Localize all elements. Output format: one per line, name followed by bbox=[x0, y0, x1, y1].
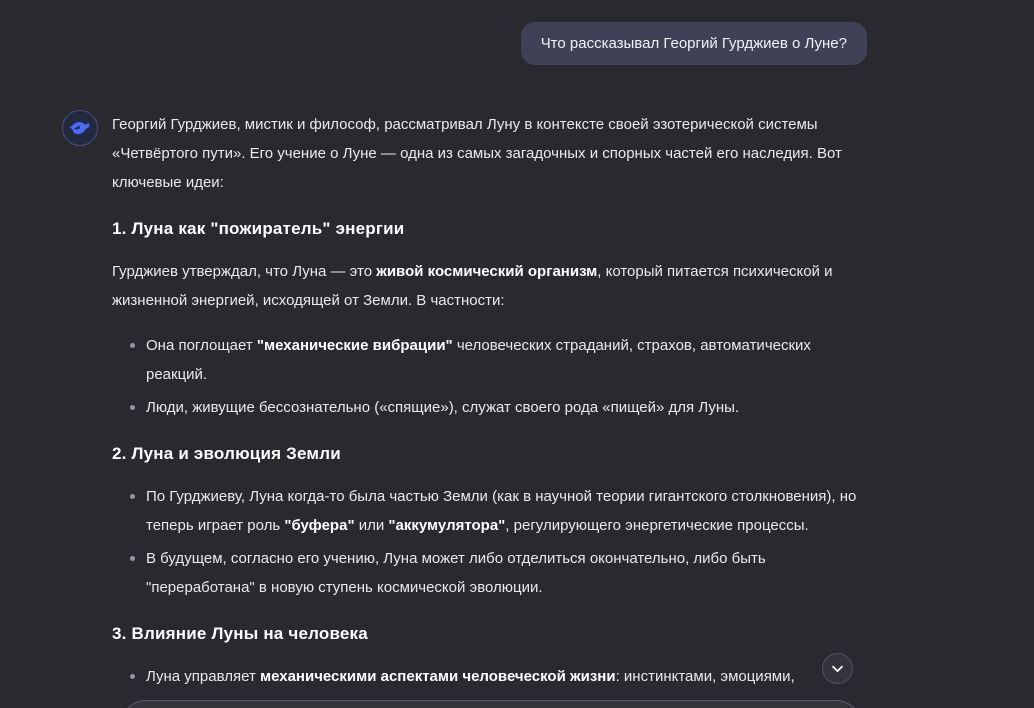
text-segment: Гурджиев утверждал, что Луна — это bbox=[112, 263, 377, 280]
text-segment: В будущем, согласно его учению, Луна может либо отделиться окончательно, либо быть "переработана" в новую ступень космической эволюции. bbox=[146, 550, 766, 596]
bullet-list bbox=[112, 662, 868, 691]
list-item bbox=[146, 662, 868, 691]
text-segment: , который питается психической и жизненной энергией, исходящей от Земли. В частности: bbox=[112, 263, 833, 309]
bold-text: механическими аспектами человеческой жизни bbox=[260, 668, 616, 685]
user-message-bubble bbox=[521, 22, 867, 65]
section-heading: 3. Влияние Луны на человека bbox=[112, 624, 368, 643]
message-input-box[interactable] bbox=[120, 700, 862, 708]
bold-text: "механические вибрации" bbox=[256, 337, 453, 354]
paragraph bbox=[112, 257, 868, 315]
section-heading: 1. Луна как "пожиратель" энергии bbox=[112, 219, 405, 238]
text-segment: Она поглощает bbox=[146, 337, 257, 354]
text-segment: Люди, живущие бессознательно («спящие»), служат своего рода «пищей» для Луны. bbox=[146, 399, 740, 416]
text-segment: Георгий Гурджиев, мистик и философ, рассматривал Луну в контексте своей эзотерической системы «Четвёртого пути». Его учение о Луне — одна из самых загадочных и спорных частей его наследия. Вот ключевые идеи: bbox=[112, 116, 842, 191]
text-segment: По Гурджиеву, Луна когда-то была частью Земли (как в научной теории гигантского столкновения), но теперь играет роль bbox=[146, 488, 857, 534]
paragraph bbox=[112, 110, 868, 197]
deepseek-whale-icon bbox=[69, 117, 91, 139]
text-segment: , регулирующего энергетические процессы. bbox=[505, 517, 809, 534]
text-segment: человеческих страданий, страхов, автоматических реакций. bbox=[146, 337, 811, 383]
bold-text: "аккумулятора" bbox=[388, 517, 506, 534]
text-segment: Луна управляет bbox=[146, 668, 260, 685]
list-item bbox=[146, 482, 868, 540]
bullet-list bbox=[112, 331, 868, 422]
list-item bbox=[146, 544, 868, 602]
user-message-text: Что рассказывал Георгий Гурджиев о Луне? bbox=[540, 35, 847, 52]
bullet-list bbox=[112, 482, 868, 602]
bold-text: "буфера" bbox=[284, 517, 355, 534]
chevron-down-icon bbox=[830, 661, 845, 676]
section-heading: 2. Луна и эволюция Земли bbox=[112, 444, 341, 463]
text-segment: или bbox=[354, 517, 389, 534]
assistant-message bbox=[112, 110, 868, 707]
list-item bbox=[146, 393, 868, 422]
bold-text: живой космический организм bbox=[376, 263, 598, 280]
scroll-to-bottom-button[interactable] bbox=[822, 653, 853, 684]
text-segment: : инстинктами, эмоциями, bbox=[615, 668, 795, 685]
assistant-avatar bbox=[62, 110, 98, 146]
list-item bbox=[146, 331, 868, 389]
